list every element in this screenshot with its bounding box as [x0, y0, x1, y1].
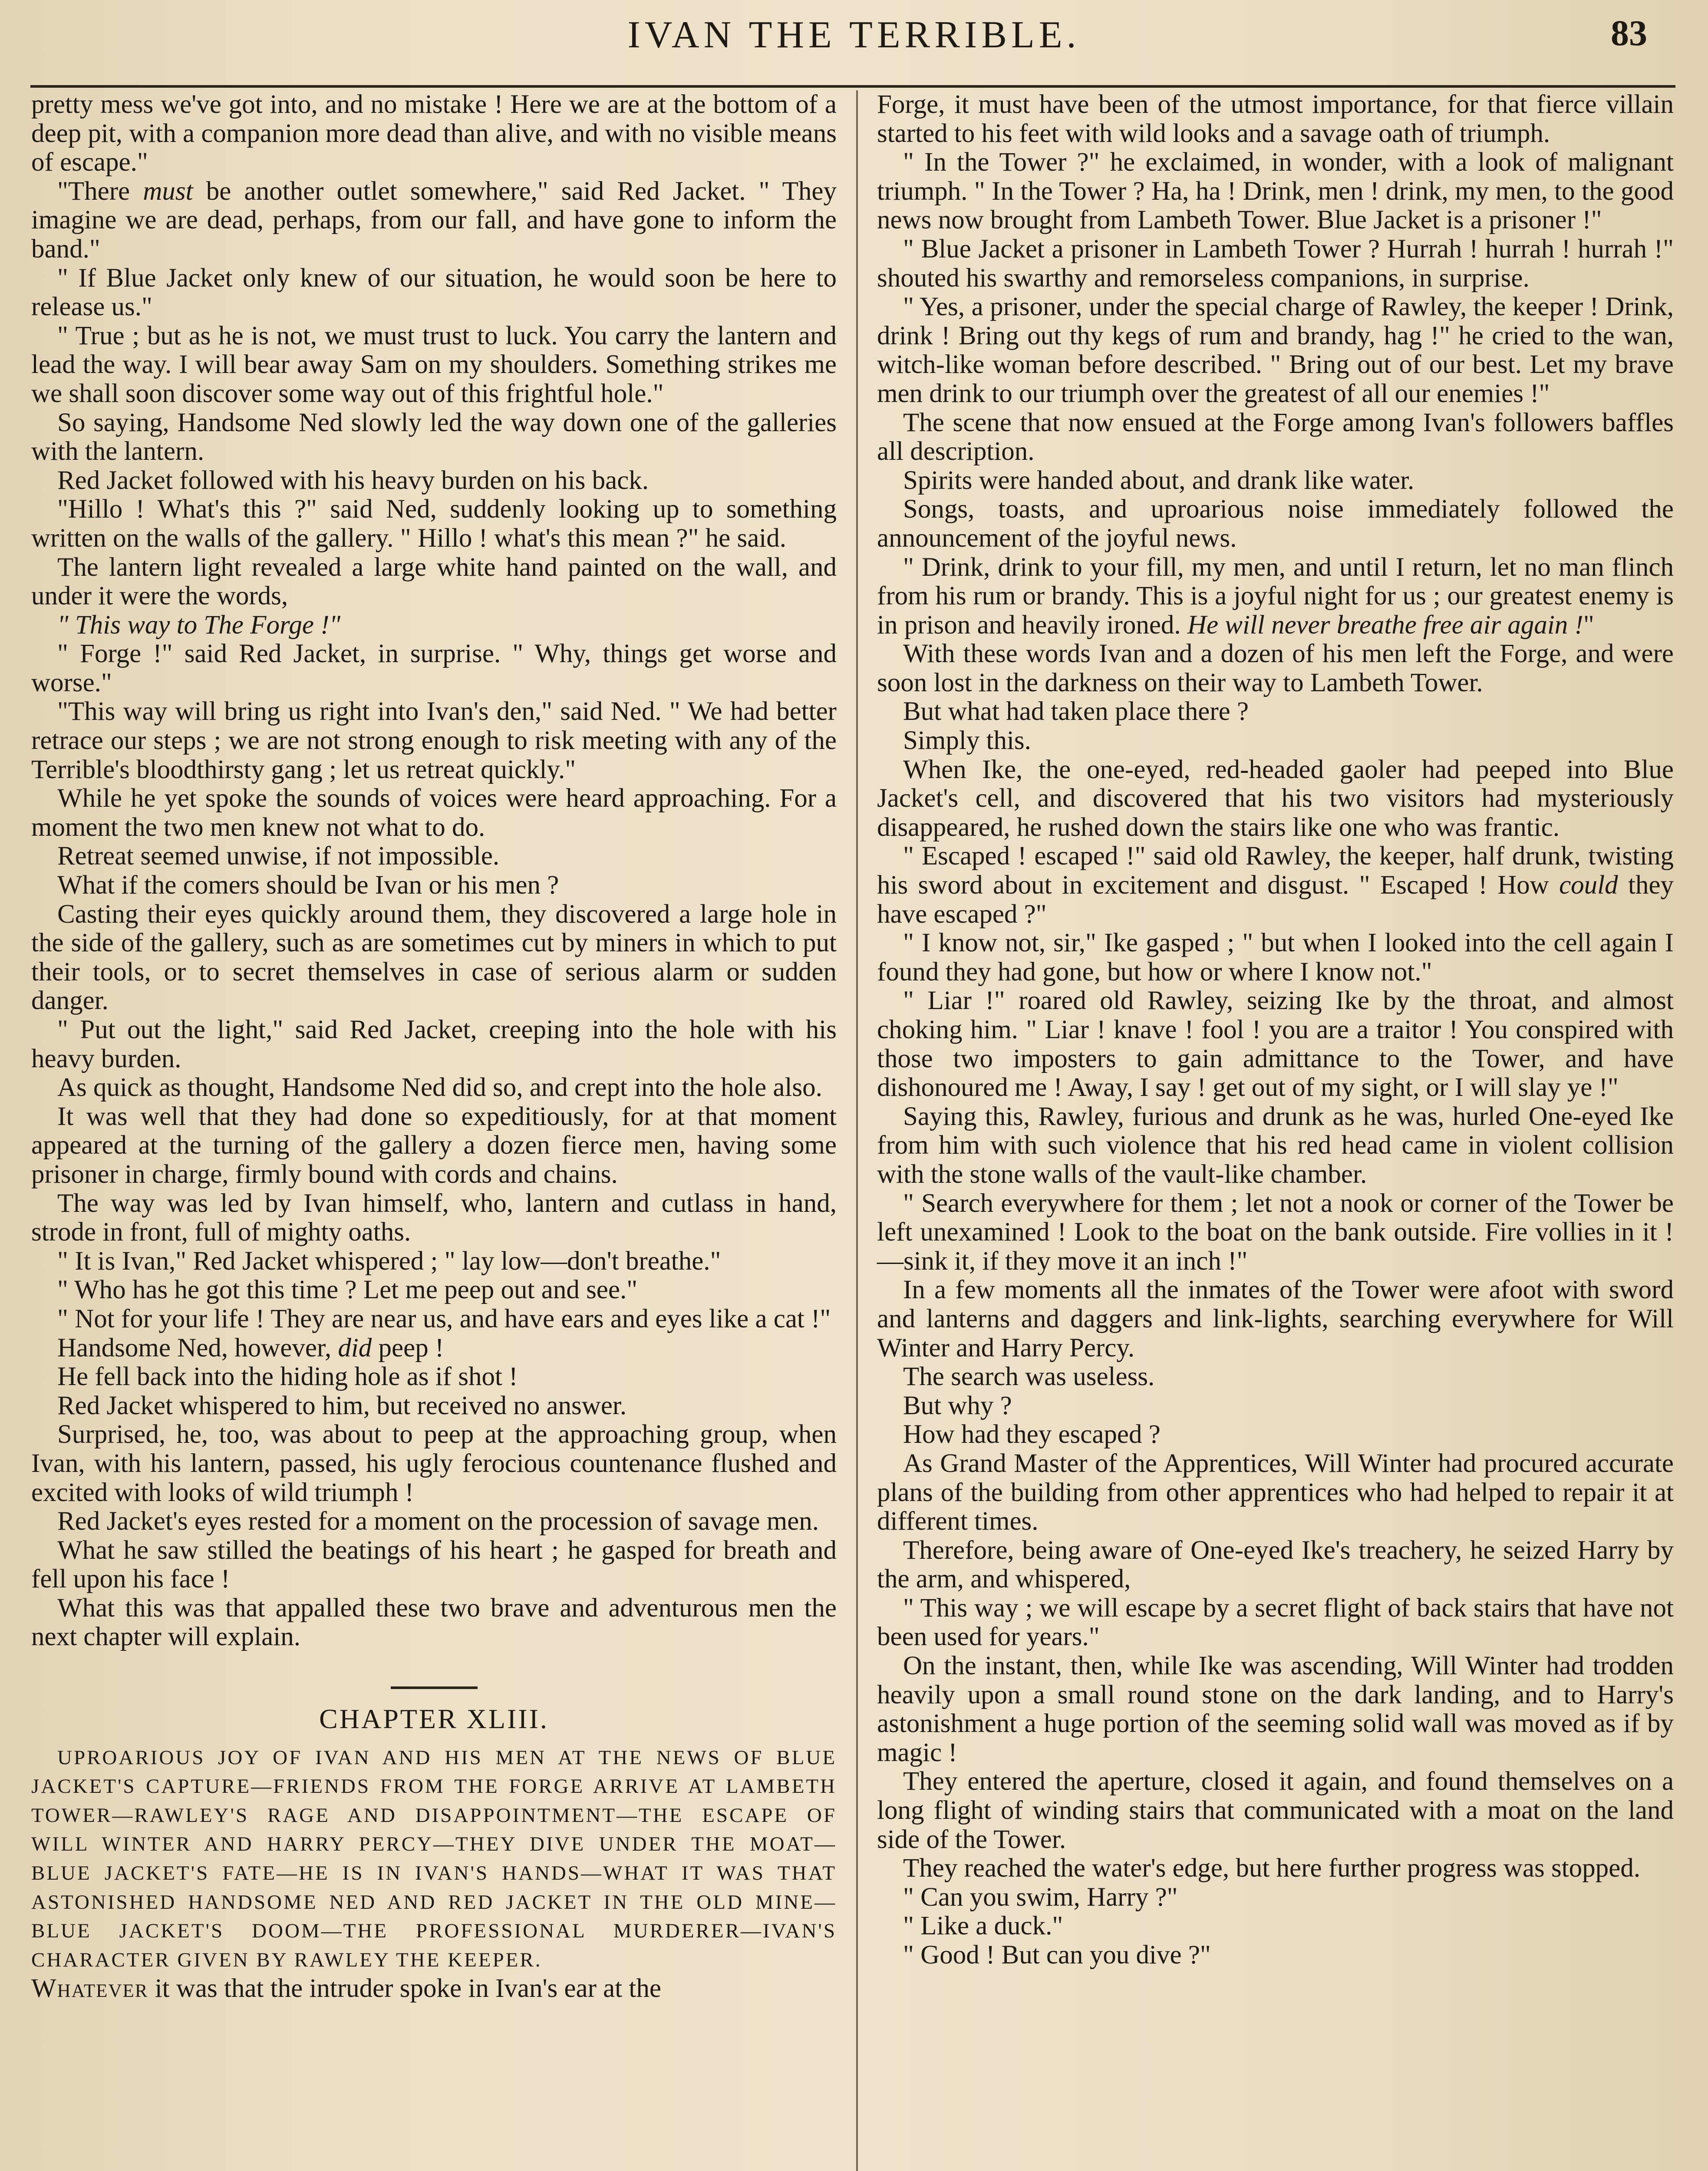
text-run: " Search everywhere for them ; let not a nook or corner of the Tower be left unexamined ! Look to the boat on the bank outside. Fire vollies in it !—sink it, if they move it an inch !"	[877, 1188, 1674, 1276]
paragraph	[877, 1102, 1674, 1189]
text-run: be another outlet somewhere," said Red Jacket. " They imagine we are dead, perhaps, from our fall, and have gone to inform the band."	[31, 176, 837, 264]
text-run: " This way ; we will escape by a secret flight of back stairs that have not been used for years."	[877, 1593, 1674, 1652]
paragraph	[877, 466, 1674, 495]
text-run: It was well that they had done so expeditiously, for at that moment appeared at the turning of the gallery a dozen fierce men, having some prisoner in charge, firmly bound with cords and chains.	[31, 1102, 837, 1189]
text-run: What this was that appalled these two brave and adventurous men the next chapter will explain.	[31, 1593, 837, 1652]
right-column-text	[877, 90, 1674, 1970]
chapter-title: CHAPTER XLIII.	[319, 1703, 549, 1735]
text-run: Red Jacket whispered to him, but received no answer.	[57, 1391, 627, 1420]
text-run: Songs, toasts, and uproarious noise immediately followed the announcement of the joyful news.	[877, 495, 1674, 553]
text-run: " In the Tower ?" he exclaimed, in wonder, with a look of malignant triumph. " In the Tower ? Ha, ha ! Drink, men ! drink, my men, to the good news now brought from Lambeth Tower. Blue Jacket is a prisoner !"	[877, 148, 1674, 235]
paragraph	[877, 842, 1674, 929]
text-run: Therefore, being aware of One-eyed Ike's treachery, he seized Harry by the arm, and whispered,	[877, 1535, 1674, 1594]
paragraph	[877, 1941, 1674, 1970]
italic-text: did	[338, 1333, 372, 1363]
paragraph	[31, 1247, 837, 1276]
paragraph	[877, 409, 1674, 466]
text-run: " Who has he got this time ? Let me peep out and see."	[57, 1275, 638, 1305]
paragraph	[31, 495, 837, 553]
chapter-synopsis: UPROARIOUS JOY OF IVAN AND HIS MEN AT THE NEWS OF BLUE JACKET'S CAPTURE—FRIENDS FROM THE FORGE ARRIVE AT LAMBETH TOWER—RAWLEY'S RAGE AND DISAPPOINTMENT—THE ESCAPE OF WILL WINTER AND HARRY PERCY—THEY DIVE UNDER THE MOAT—BLUE JACKET'S FATE—HE IS IN IVAN'S HANDS—WHAT IT WAS THAT ASTONISHED HANDSOME NED AND RED JACKET IN THE OLD MINE—BLUE JACKET'S DOOM—THE PROFESSIONAL MURDERER—IVAN'S CHARACTER GIVEN BY RAWLEY THE KEEPER.	[31, 1746, 837, 1971]
column-divider	[856, 90, 858, 2171]
paragraph	[31, 1420, 837, 1507]
left-column	[31, 90, 837, 2171]
paragraph	[877, 148, 1674, 235]
text-run: " Not for your life ! They are near us, and have ears and eyes like a cat !"	[57, 1304, 831, 1333]
text-run: " True ; but as he is not, we must trust to luck. You carry the lantern and lead the way. I will bear away Sam on my shoulders. Something strikes me we shall soon discover some way out of this frightful hole."	[31, 321, 837, 408]
paragraph	[877, 929, 1674, 987]
paragraph	[877, 1392, 1674, 1421]
page-number: 83	[1611, 13, 1647, 53]
text-run: The search was useless.	[903, 1362, 1155, 1392]
opening-lead-word: Whatever	[31, 1974, 148, 2003]
paragraph	[31, 90, 837, 177]
text-run: But what had taken place there ?	[903, 697, 1249, 726]
paragraph	[877, 1912, 1674, 1941]
paragraph	[31, 1016, 837, 1073]
paragraph	[877, 495, 1674, 553]
paragraph	[31, 322, 837, 409]
paragraph	[31, 177, 837, 264]
text-run: peep !	[372, 1333, 444, 1363]
text-run: They reached the water's edge, but here further progress was stopped.	[903, 1854, 1640, 1883]
paragraph	[877, 726, 1674, 756]
text-run: " Yes, a prisoner, under the special charge of Rawley, the keeper ! Drink, drink ! Bring out thy kegs of rum and brandy, hag !" he cried to the wan, witch-like woman before described. " Bring out of our best. Let my brave men drink to our triumph over the greatest of all our enemies !"	[877, 292, 1674, 408]
text-run: When Ike, the one-eyed, red-headed gaoler had peeped into Blue Jacket's cell, and discovered that his two visitors had mysteriously disappeared, he rushed down the stairs like one who was frantic.	[877, 755, 1674, 842]
text-run: " Escaped ! escaped !" said old Rawley, the keeper, half drunk, twisting his sword about in excitement and disgust. " Escaped ! How	[877, 841, 1674, 900]
text-run: As Grand Master of the Apprentices, Will Winter had procured accurate plans of the building from other apprentices who had helped to repair it at different times.	[877, 1448, 1674, 1536]
italic-text: " This way to The Forge !"	[57, 610, 341, 640]
paragraph	[31, 1276, 837, 1305]
page-header	[26, 10, 1682, 83]
paragraph	[31, 1363, 837, 1392]
chapter-separator	[391, 1686, 478, 1689]
text-run: In a few moments all the inmates of the Tower were afoot with sword and lanterns and daggers and link-lights, searching everywhere for Will Winter and Harry Percy.	[877, 1275, 1674, 1363]
paragraph	[31, 1536, 837, 1594]
paragraph	[31, 1594, 837, 1652]
paragraph	[31, 264, 837, 322]
text-run: He fell back into the hiding hole as if shot !	[57, 1362, 518, 1392]
text-run: Forge, it must have been of the utmost importance, for that fierce villain started to his feet with wild looks and a savage oath of triumph.	[877, 90, 1674, 148]
text-run: " I know not, sir," Ike gasped ; " but when I looked into the cell again I found they had gone, but how or where I know not."	[877, 928, 1674, 987]
paragraph	[877, 1536, 1674, 1594]
paragraph	[31, 1392, 837, 1421]
paragraph	[877, 1363, 1674, 1392]
text-run: "There	[57, 176, 143, 206]
text-run: " Liar !" roared old Rawley, seizing Ike by the throat, and almost choking him. " Liar ! knave ! fool ! you are a traitor ! You conspired with those two imposters to gain admittance to the Tower, and have dishonoured me ! Away, I say ! get out of my sight, or I will slay ye !"	[877, 986, 1674, 1102]
text-run: So saying, Handsome Ned slowly led the way down one of the galleries with the lantern.	[31, 408, 837, 466]
text-run: "	[1583, 610, 1594, 640]
paragraph	[877, 987, 1674, 1102]
text-run: Simply this.	[903, 726, 1031, 756]
chapter-opening	[31, 1974, 837, 2003]
text-run: Red Jacket's eyes rested for a moment on the procession of savage men.	[57, 1507, 819, 1536]
text-run: " If Blue Jacket only knew of our situation, he would soon be here to release us."	[31, 263, 837, 322]
text-run: They entered the aperture, closed it again, and found themselves on a long flight of winding stairs that communicated with a moat on the land side of the Tower.	[877, 1767, 1674, 1854]
paragraph	[31, 466, 837, 495]
text-run: " Put out the light," said Red Jacket, creeping into the hole with his heavy burden.	[31, 1015, 837, 1073]
text-run: Casting their eyes quickly around them, they discovered a large hole in the side of the gallery, such as are sometimes cut by miners in which to put their tools, or to secret themselves in case of serious alarm or sudden danger.	[31, 899, 837, 1016]
running-title: IVAN THE TERRIBLE.	[627, 14, 1081, 56]
paragraph	[31, 1102, 837, 1189]
paragraph	[877, 293, 1674, 408]
text-run: " Drink, drink to your fill, my men, and until I return, let no man flinch from his rum or brandy. This is a joyful night for us ; our greatest enemy is in prison and heavily ironed.	[877, 552, 1674, 640]
paragraph	[31, 611, 837, 640]
paragraph	[877, 1276, 1674, 1363]
text-run: " Blue Jacket a prisoner in Lambeth Tower ? Hurrah ! hurrah ! hurrah !" shouted his swarthy and remorseless companions, in surprise.	[877, 234, 1674, 293]
text-run: With these words Ivan and a dozen of his men left the Forge, and were soon lost in the darkness on their way to Lambeth Tower.	[877, 639, 1674, 697]
paragraph	[877, 1883, 1674, 1912]
text-run: What he saw stilled the beatings of his heart ; he gasped for breath and fell upon his face !	[31, 1535, 837, 1594]
text-run: "Hillo ! What's this ?" said Ned, suddenly looking up to something written on the walls of the gallery. " Hillo ! what's this mean ?" he said.	[31, 495, 837, 553]
right-column	[877, 90, 1674, 2171]
italic-text: could	[1559, 871, 1618, 900]
paragraph	[877, 1594, 1674, 1652]
text-run: " Forge !" said Red Jacket, in surprise. " Why, things get worse and worse."	[31, 639, 837, 697]
paragraph	[877, 756, 1674, 842]
paragraph	[877, 1767, 1674, 1854]
text-run: " Like a duck."	[903, 1911, 1063, 1941]
text-run: The scene that now ensued at the Forge among Ivan's followers baffles all description.	[877, 408, 1674, 466]
text-run: Spirits were handed about, and drank like water.	[903, 465, 1415, 495]
paragraph	[31, 1507, 837, 1536]
paragraph	[31, 900, 837, 1016]
text-run: " It is Ivan," Red Jacket whispered ; " lay low—don't breathe."	[57, 1246, 721, 1276]
paragraph	[31, 409, 837, 466]
opening-text: it was that the intruder spoke in Ivan's ear at the	[148, 1974, 661, 2003]
text-run: How had they escaped ?	[903, 1420, 1161, 1449]
paragraph	[31, 1073, 837, 1102]
paragraph	[31, 1334, 837, 1363]
text-run: pretty mess we've got into, and no mistake ! Here we are at the bottom of a deep pit, with a companion more dead than alive, and with no visible means of escape."	[31, 90, 837, 177]
header-rule	[30, 85, 1675, 88]
text-run: On the instant, then, while Ike was ascending, Will Winter had trodden heavily upon a small round stone on the dark landing, and to Harry's astonishment a huge portion of the seeming solid wall was moved as if by magic !	[877, 1651, 1674, 1767]
paragraph	[31, 1305, 837, 1334]
paragraph	[877, 697, 1674, 726]
paragraph	[31, 842, 837, 871]
text-run: The way was led by Ivan himself, who, lantern and cutlass in hand, strode in front, full of mighty oaths.	[31, 1188, 837, 1247]
text-run: The lantern light revealed a large white hand painted on the wall, and under it were the words,	[31, 552, 837, 611]
text-run: Red Jacket followed with his heavy burden on his back.	[57, 465, 649, 495]
paragraph	[877, 1449, 1674, 1536]
paragraph	[877, 235, 1674, 293]
text-run: As quick as thought, Handsome Ned did so, and crept into the hole also.	[57, 1073, 822, 1102]
paragraph	[877, 640, 1674, 697]
paragraph	[877, 1420, 1674, 1449]
paragraph	[877, 1189, 1674, 1276]
text-run: "This way will bring us right into Ivan's den," said Ned. " We had better retrace our steps ; we are not strong enough to risk meeting with any of the Terrible's bloodthirsty gang ; let us retreat quickly."	[31, 697, 837, 784]
paragraph	[31, 640, 837, 697]
text-run: What if the comers should be Ivan or his men ?	[57, 871, 559, 900]
paragraph	[31, 697, 837, 784]
text-run: But why ?	[903, 1391, 1012, 1420]
text-run: Retreat seemed unwise, if not impossible.	[57, 841, 500, 871]
paragraph	[877, 1854, 1674, 1883]
paragraph	[31, 1189, 837, 1247]
text-run: they have escaped ?"	[877, 871, 1674, 929]
paragraph	[31, 871, 837, 900]
paragraph	[31, 784, 837, 842]
italic-text: must	[143, 176, 193, 206]
left-column-text	[31, 90, 837, 1652]
text-run: " Good ! But can you dive ?"	[903, 1940, 1211, 1970]
text-run: While he yet spoke the sounds of voices were heard approaching. For a moment the two men knew not what to do.	[31, 784, 837, 842]
paragraph	[877, 90, 1674, 148]
text-run: Handsome Ned, however,	[57, 1333, 338, 1363]
text-run: " Can you swim, Harry ?"	[903, 1882, 1178, 1912]
paragraph	[31, 553, 837, 611]
text-run: Surprised, he, too, was about to peep at the approaching group, when Ivan, with his lantern, passed, his ugly ferocious countenance flushed and excited with looks of wild triumph !	[31, 1420, 837, 1507]
italic-text: He will never breathe free air again !	[1187, 610, 1583, 640]
paragraph	[877, 1652, 1674, 1767]
text-run: Saying this, Rawley, furious and drunk as he was, hurled One-eyed Ike from him with such violence that his red head came in violent collision with the stone walls of the vault-like chamber.	[877, 1102, 1674, 1189]
paragraph	[877, 553, 1674, 640]
